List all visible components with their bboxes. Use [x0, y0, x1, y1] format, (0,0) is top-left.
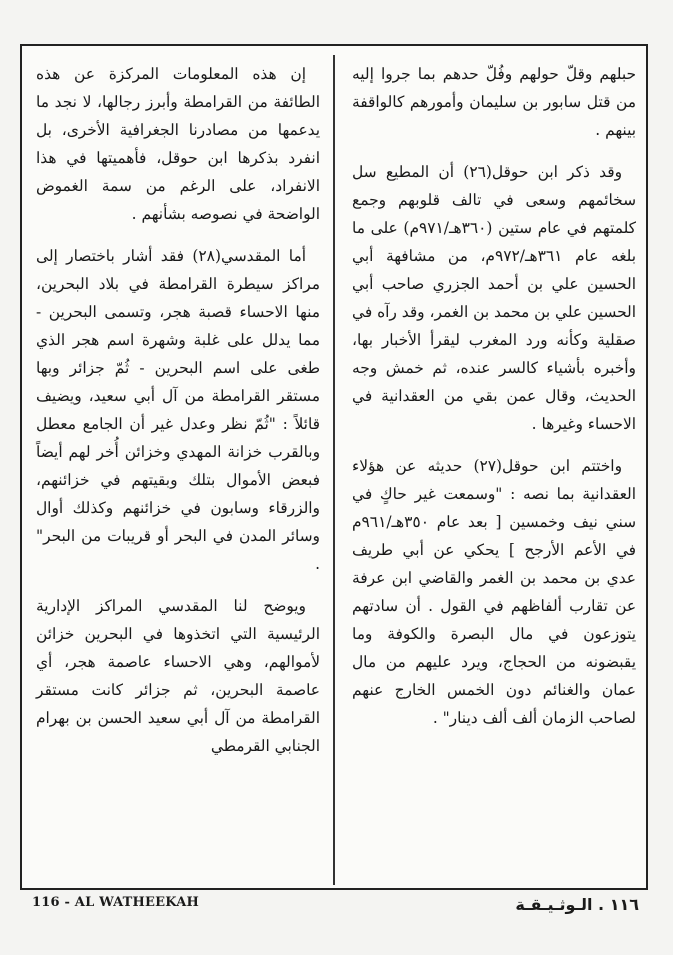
left-paragraph-1: إن هذه المعلومات المركزة عن هذه الطائفة من القرامطة وأبرز رجالها، لا نجد ما يدعمها من مصادرنا الجغرافية الأخرى، بل انفرد بذكرها ابن حوقل، فأهميتها في هذا الانفراد، على الرغم من سمة الغموض الواضحة في نصوصه بشأنهم .	[36, 65, 320, 223]
left-column	[36, 60, 320, 774]
left-paragraph-2: أما المقدسي(٢٨) فقد أشار باختصار إلى مراكز سيطرة القرامطة في بلاد البحرين، منها الاحساء قصبة هجر، وتسمى البحرين - مما يدلل على غلبة وشهرة اسم هجر الذي طغى على اسم البحرين - ثُمّ جزائر وبها مستقر القرامطة من آل أبي سعيد، ويضيف قائلاً : "ثُمّ نظر وعدل غير أن الجامع معطل وبالقرب خزانة المهدي وخزائن أُخر لهم أيضاً فبعض الأموال بتلك وبقيتهم في خزائنهم، والزرقاء وسابون في خزائنهم وكذلك أوال وسائر المدن في البحر أو قريبات من البحر" .	[36, 247, 320, 573]
right-paragraph-1: حبلهم وقلّ حولهم وفُلّ حدهم بما جروا إليه من قتل سابور بن سليمان وأمورهم كالواقفة بينهم .	[352, 65, 636, 139]
right-paragraph-2: وقد ذكر ابن حوقل(٢٦) أن المطيع سل سخائمهم وسعى في تالف قلوبهم وجمع كلمتهم في عام ستين (٣٦٠هـ/٩٧١م) على ما بلغه عام ٣٦١هـ/٩٧٢م، من مشافهة أبي الحسين علي بن أحمد الجزري صاحب أبي الحسين علي بن محمد بن الغمر، وقد رآه في صقلية وكأنه ورد المغرب ليقرأ الأخبار بها، وأخبره بأشياء كالسر عنده، ثم خمش وجه الحديث، وقال عمن بقي من العقدانية في الاحساء وغيرها .	[352, 163, 637, 433]
column-divider	[333, 55, 335, 885]
footer-page-label-latin: 116 - AL WATHEEKAH	[32, 895, 199, 910]
footer-page-label-arabic: ١١٦ . الـوثـيـقـة	[515, 895, 639, 914]
right-column	[352, 60, 636, 746]
right-paragraph-3: واختتم ابن حوقل(٢٧) حديثه عن هؤلاء العقدانية بما نصه : "وسمعت غير حاكٍ في سني نيف وخمسين [ بعد عام ٣٥٠هـ/٩٦١م في الأعم الأرجح ] يحكي عن أبي طريف عدي بن محمد بن الغمر والقاضي ابن عرفة عن تقارب ألفاظهم في القول . أن سادتهم يتوزعون في مال البصرة والكوفة وما يقبضونه من الحجاج، ويرد عليهم من مال عمان والغنائم دون الخمس الخارج عنهم لصاحب الزمان ألف ألف دينار" .	[352, 457, 636, 727]
left-paragraph-3: ويوضح لنا المقدسي المراكز الإدارية الرئيسية التي اتخذوها في البحرين خزائن لأموالهم، وهي الاحساء عاصمة هجر، أي عاصمة البحرين، ثم جزائر كانت مستقر القرامطة من آل أبي سعيد الحسن بن بهرام الجنابي القرمطي	[36, 597, 320, 755]
